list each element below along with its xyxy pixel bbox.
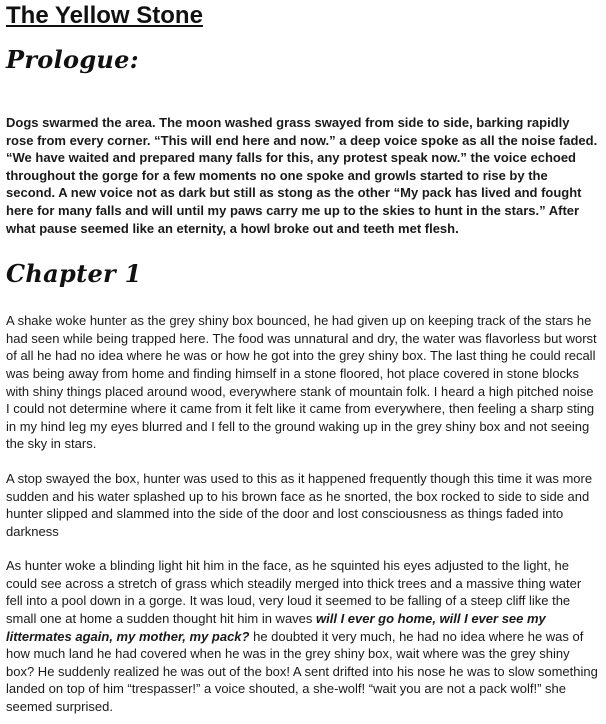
prologue-heading: Prologue: (6, 45, 139, 74)
chapter-paragraph-1: A shake woke hunter as the grey shiny box bounced, he had given up on keeping track of the stars he had seen while being trapped here. The food was unnatural and dry, the water was flavorless but worst of all he had no idea where he was or how he got into the grey shiny box. The last thing he could recall was being away from home and finding himself in a stone floored, hot place covered in stone blocks with shiny things placed around wood, everywhere stank of mountain folk. I heard a high pitched noise I could not determine where it came from it felt like it came from everywhere, then feeling a sharp sting in my hind leg my eyes blurred and I fell to the ground waking up in the grey shiny box and not seeing the sky in stars. (6, 313, 597, 452)
chapter-paragraph-2: A stop swayed the box, hunter was used to this as it happened frequently though this time it was more sudden and his water splashed up to his brown face as he snorted, the box rocked to side to side and hunter slipped and slammed into the side of the door and lost consciousness as things faded into darkness (6, 470, 593, 539)
chapter-paragraph-3-emphasis: will I ever go home, will I ever see my littermates again, my mother, my pack? (6, 611, 546, 644)
chapter-heading: Chapter 1 (6, 259, 142, 289)
chapter-paragraph-3 (6, 557, 600, 715)
prologue-paragraph: Dogs swarmed the area. The moon washed grass swayed from side to side, barking rapidly rose from every corner. “This will end here and now.” a deep voice spoke as all the noise faded. “We have waited and prepared many falls for this, any protest speak now.” the voice echoed throughout the gorge for a few moments no one spoke and growls started to rise by the second. A new voice not as dark but still as stong as the other “My pack has lived and fought here for many falls and will until my paws carry me up to the skies to hunt in the stars.” After what pause seemed like an eternity, a howl broke out and teeth met flesh. (6, 115, 598, 236)
chapter-paragraph-3-start: As hunter woke a blinding light hit him in the face, as he squinted his eyes adjusted to the light, he could see across a stretch of grass which steadily merged into thick trees and a massive thing water fell into a pool down in a gorge. It was loud, very loud it seemed to be falling of a steep cliff like the small one at home a sudden thought hit him in waves (6, 558, 582, 627)
document-title: The Yellow Stone (6, 2, 203, 29)
chapter-paragraph-3-end: he doubted it very much, he had no idea where he was of how much land he had covered when he was in the grey shiny box, wait where was the grey shiny box? He suddenly realized he was out of the box! A sent drifted into his nose he was to slow something landed on top of him “trespasser!” a voice shouted, a she-wolf! “wait you are not a pack wolf!” she seemed surprised. (6, 628, 598, 715)
